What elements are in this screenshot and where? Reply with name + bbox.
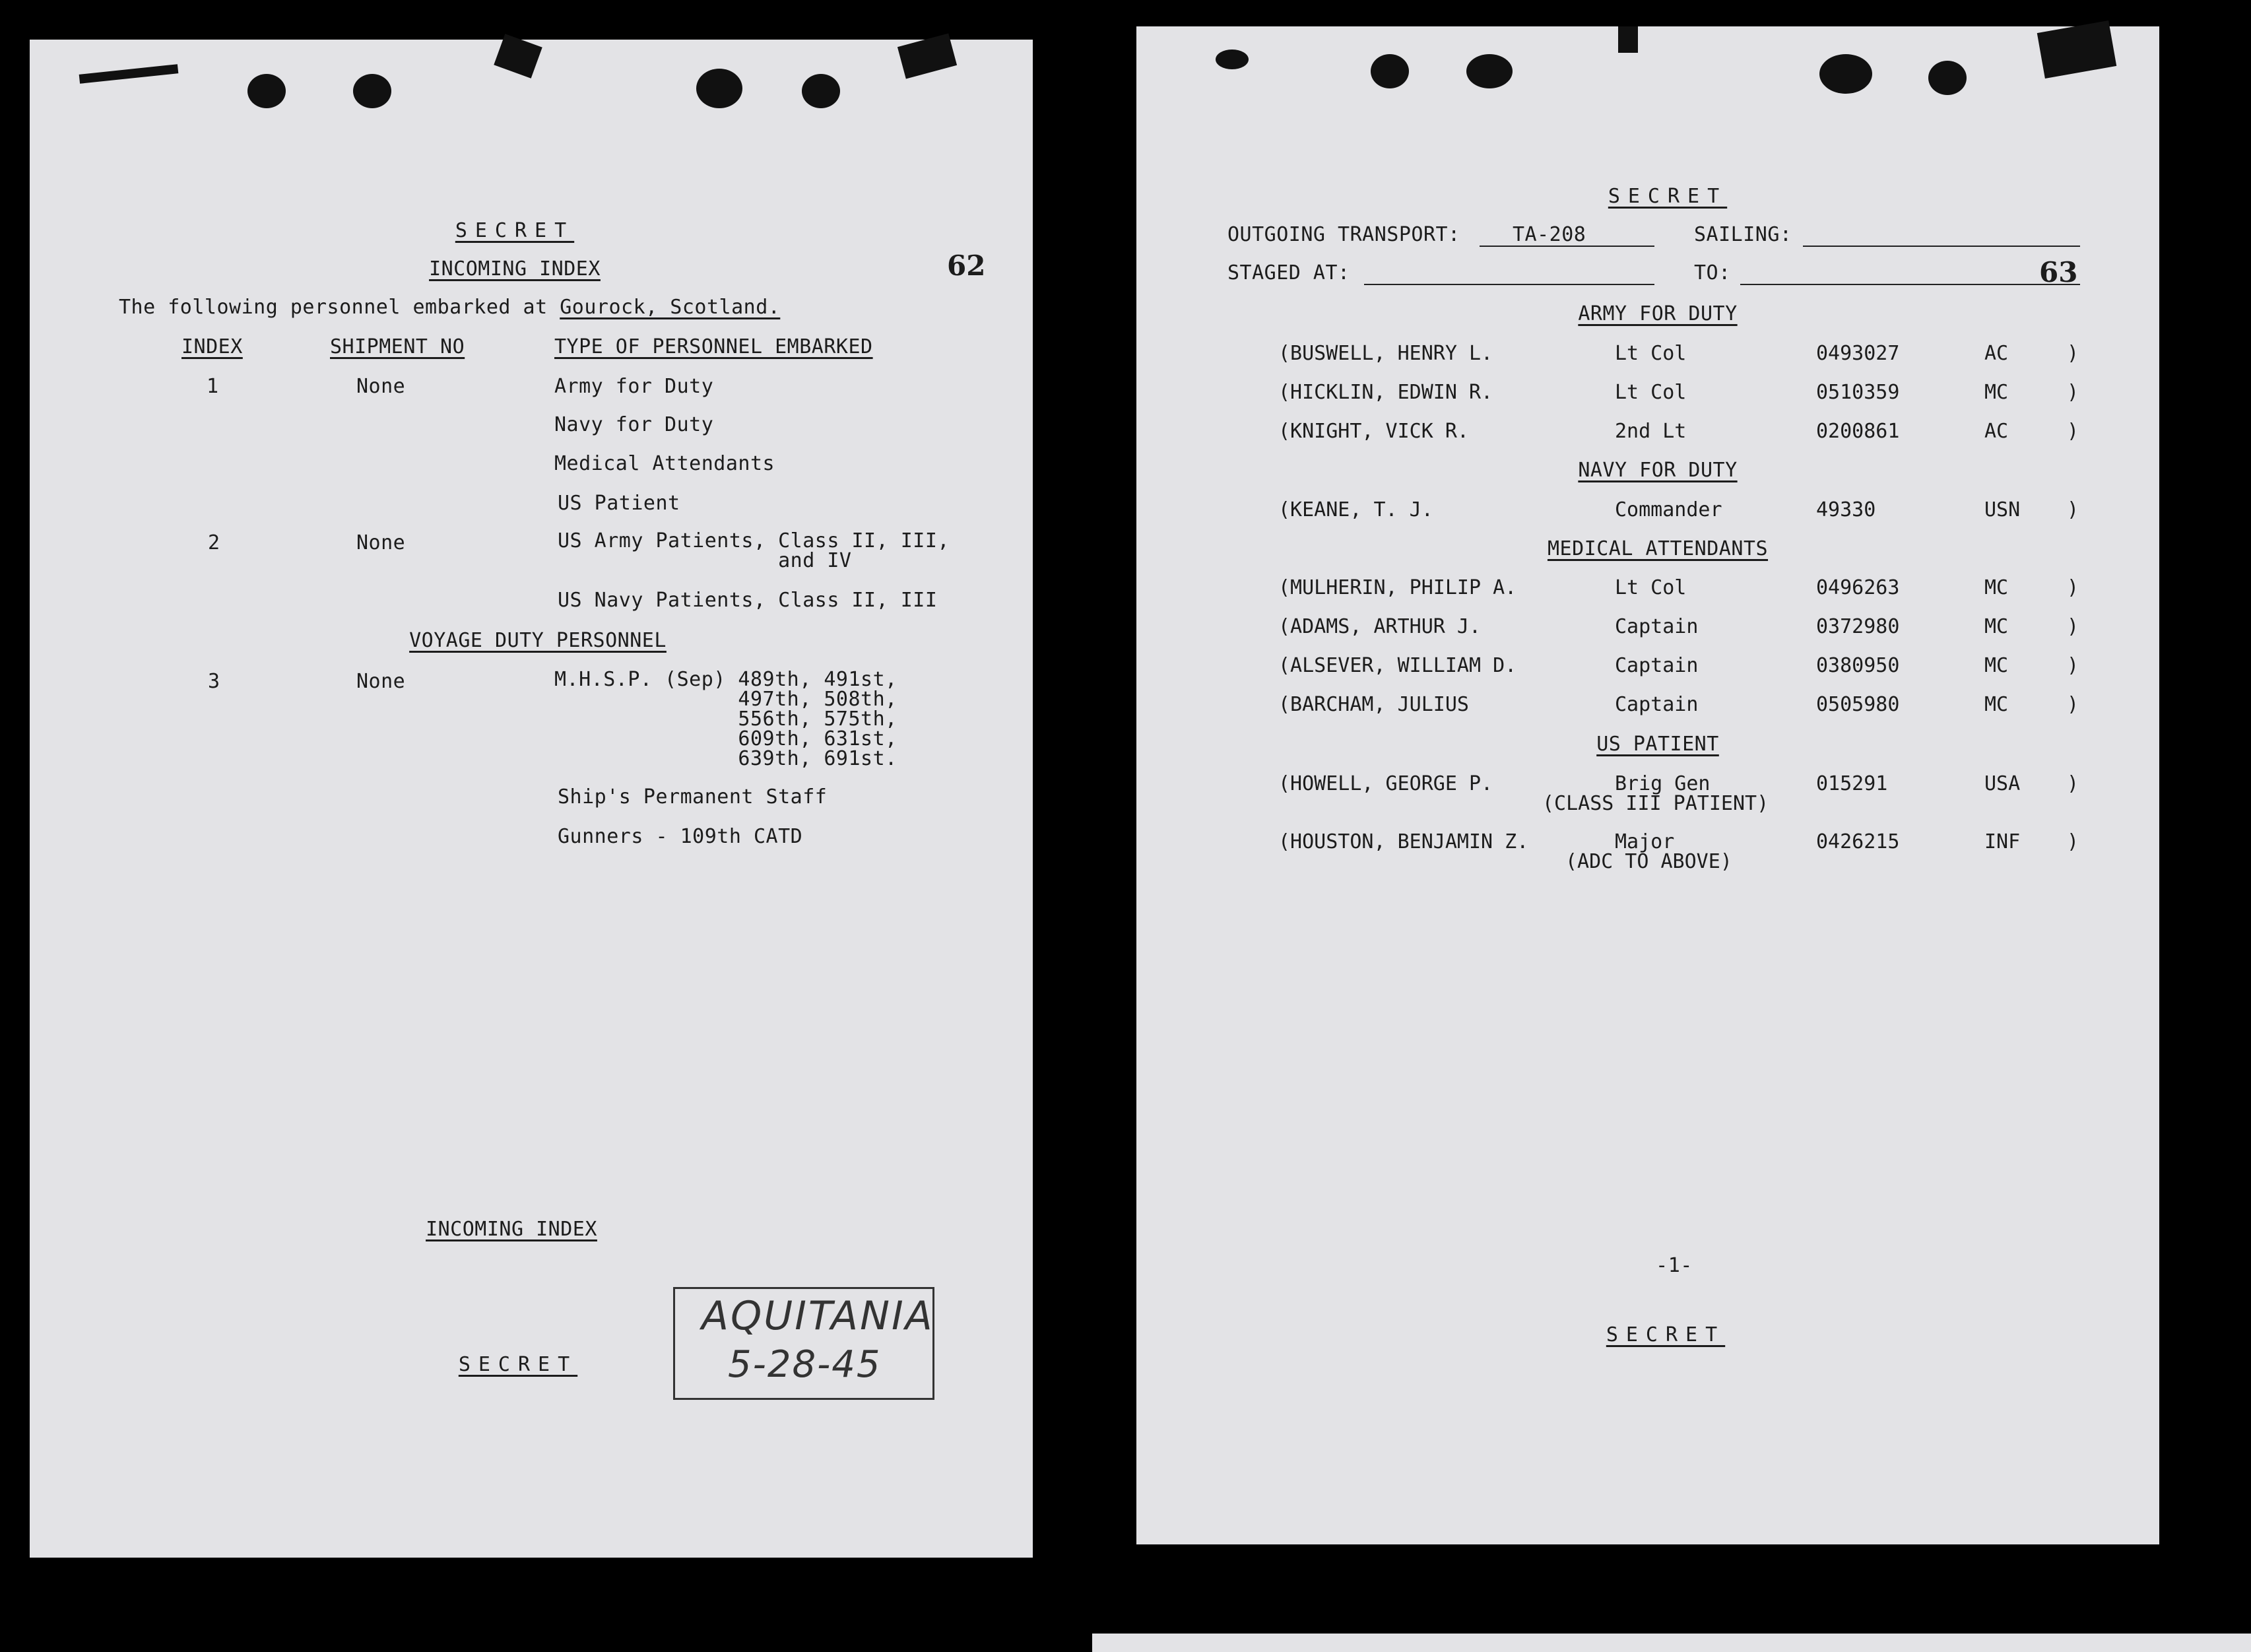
ship-date-stamp bbox=[673, 1287, 934, 1400]
punch-hole bbox=[696, 69, 742, 108]
person-serial: 0505980 bbox=[1816, 693, 1900, 716]
row-close-paren: ) bbox=[2067, 693, 2079, 716]
footer-index: INCOMING INDEX bbox=[426, 1218, 597, 1241]
punch-hole bbox=[1466, 54, 1513, 88]
person-branch: AC bbox=[1984, 342, 2009, 365]
row-type: US Patient bbox=[558, 492, 680, 515]
page-footer-number: -1- bbox=[1656, 1254, 1693, 1277]
person-name: (HOUSTON, BENJAMIN Z. bbox=[1278, 830, 1529, 853]
scan-edge-strip bbox=[1092, 1634, 2251, 1652]
secret-header: SECRET bbox=[455, 219, 575, 242]
punch-hole bbox=[1819, 54, 1872, 94]
torn-edge bbox=[494, 34, 542, 79]
row-close-paren: ) bbox=[2067, 615, 2079, 638]
row-close-paren: ) bbox=[2067, 381, 2079, 404]
row-shipment: None bbox=[356, 531, 406, 554]
mhsp-units: M.H.S.P. (Sep) 489th, 491st, 497th, 508th, 556th, 575th, 609th, 631st, 639th, 691st. bbox=[554, 668, 897, 770]
embark-location: Gourock, Scotland. bbox=[560, 296, 781, 319]
row-close-paren: ) bbox=[2067, 830, 2079, 853]
row-index: 2 bbox=[208, 531, 220, 554]
person-serial: 0496263 bbox=[1816, 576, 1900, 599]
person-rank: Brig Gen bbox=[1615, 772, 1711, 795]
row-type: Medical Attendants bbox=[554, 452, 775, 475]
intro-label: The following personnel embarked at bbox=[119, 296, 560, 319]
person-name: (ALSEVER, WILLIAM D. bbox=[1278, 654, 1517, 677]
person-branch: MC bbox=[1984, 654, 2009, 677]
person-branch: USA bbox=[1984, 772, 2021, 795]
left-document-page bbox=[30, 40, 1033, 1558]
person-rank: Lt Col bbox=[1615, 342, 1687, 365]
person-rank: Lt Col bbox=[1615, 381, 1687, 404]
person-rank: 2nd Lt bbox=[1615, 420, 1687, 443]
section-heading: NAVY FOR DUTY bbox=[1578, 459, 1738, 482]
section-heading: MEDICAL ATTENDANTS bbox=[1547, 537, 1769, 560]
secret-header: SECRET bbox=[1608, 185, 1728, 208]
person-note: (CLASS III PATIENT) bbox=[1542, 792, 1769, 815]
person-rank: Commander bbox=[1615, 498, 1722, 521]
torn-edge bbox=[2037, 20, 2116, 79]
person-serial: 0372980 bbox=[1816, 615, 1900, 638]
row-close-paren: ) bbox=[2067, 342, 2079, 365]
section-heading: US PATIENT bbox=[1596, 733, 1719, 756]
person-name: (MULHERIN, PHILIP A. bbox=[1278, 576, 1517, 599]
col-header-shipment: SHIPMENT NO bbox=[330, 335, 465, 358]
person-serial: 0200861 bbox=[1816, 420, 1900, 443]
row-type: Army for Duty bbox=[554, 375, 714, 398]
row-shipment: None bbox=[356, 670, 406, 693]
col-header-type: TYPE OF PERSONNEL EMBARKED bbox=[554, 335, 873, 358]
row-shipment: None bbox=[356, 375, 406, 398]
footer-secret: SECRET bbox=[1606, 1323, 1726, 1346]
torn-edge bbox=[79, 64, 179, 84]
person-name: (HICKLIN, EDWIN R. bbox=[1278, 381, 1493, 404]
person-rank: Lt Col bbox=[1615, 576, 1687, 599]
punch-hole bbox=[247, 74, 286, 108]
person-rank: Major bbox=[1615, 830, 1675, 853]
row-index: 1 bbox=[207, 375, 219, 398]
row-close-paren: ) bbox=[2067, 772, 2079, 795]
person-branch: INF bbox=[1984, 830, 2021, 853]
sailing-line bbox=[1803, 246, 2080, 247]
punch-hole bbox=[802, 74, 840, 108]
page-number: 62 bbox=[947, 249, 986, 282]
stamp-ship-name: AQUITANIA bbox=[701, 1293, 934, 1339]
person-serial: 0380950 bbox=[1816, 654, 1900, 677]
outgoing-transport-label: OUTGOING TRANSPORT: bbox=[1227, 223, 1460, 246]
person-name: (KEANE, T. J. bbox=[1278, 498, 1433, 521]
person-branch: USN bbox=[1984, 498, 2021, 521]
person-name: (KNIGHT, VICK R. bbox=[1278, 420, 1469, 443]
person-note: (ADC TO ABOVE) bbox=[1565, 850, 1732, 873]
to-label: TO: bbox=[1694, 261, 1731, 284]
page-number: 63 bbox=[2039, 256, 2078, 288]
stamp-date: 5-28-45 bbox=[728, 1343, 882, 1386]
staged-at-line bbox=[1364, 284, 1654, 285]
person-serial: 015291 bbox=[1816, 772, 1888, 795]
person-branch: MC bbox=[1984, 381, 2009, 404]
person-serial: 49330 bbox=[1816, 498, 1876, 521]
ships-staff: Ship's Permanent Staff bbox=[558, 785, 828, 809]
person-serial: 0510359 bbox=[1816, 381, 1900, 404]
torn-edge bbox=[1618, 26, 1638, 53]
sailing-label: SAILING: bbox=[1694, 223, 1792, 246]
person-serial: 0426215 bbox=[1816, 830, 1900, 853]
punch-hole bbox=[1216, 50, 1249, 69]
row-type: US Army Patients, Class II, III, and IV bbox=[558, 529, 950, 572]
row-close-paren: ) bbox=[2067, 420, 2079, 443]
col-header-index: INDEX bbox=[181, 335, 243, 358]
person-name: (HOWELL, GEORGE P. bbox=[1278, 772, 1493, 795]
footer-secret: SECRET bbox=[458, 1353, 578, 1376]
section-heading: ARMY FOR DUTY bbox=[1578, 302, 1738, 325]
row-close-paren: ) bbox=[2067, 654, 2079, 677]
person-name: (BARCHAM, JULIUS bbox=[1278, 693, 1469, 716]
person-branch: AC bbox=[1984, 420, 2009, 443]
person-rank: Captain bbox=[1615, 654, 1699, 677]
intro-text bbox=[119, 296, 780, 319]
person-name: (BUSWELL, HENRY L. bbox=[1278, 342, 1493, 365]
person-serial: 0493027 bbox=[1816, 342, 1900, 365]
punch-hole bbox=[1928, 61, 1967, 95]
torn-edge bbox=[897, 33, 957, 79]
voyage-duty-heading: VOYAGE DUTY PERSONNEL bbox=[409, 629, 667, 652]
staged-at-label: STAGED AT: bbox=[1227, 261, 1350, 284]
person-rank: Captain bbox=[1615, 615, 1699, 638]
punch-hole bbox=[353, 74, 391, 108]
person-name: (ADAMS, ARTHUR J. bbox=[1278, 615, 1482, 638]
outgoing-transport-value: TA-208 bbox=[1513, 223, 1586, 246]
person-branch: MC bbox=[1984, 615, 2009, 638]
row-type: US Navy Patients, Class II, III bbox=[558, 589, 938, 612]
row-close-paren: ) bbox=[2067, 498, 2079, 521]
incoming-index-title: INCOMING INDEX bbox=[429, 257, 601, 281]
person-branch: MC bbox=[1984, 693, 2009, 716]
gunners: Gunners - 109th CATD bbox=[558, 825, 803, 848]
row-index: 3 bbox=[208, 670, 220, 693]
person-rank: Captain bbox=[1615, 693, 1699, 716]
row-type: Navy for Duty bbox=[554, 413, 714, 436]
punch-hole bbox=[1371, 54, 1409, 88]
right-document-page bbox=[1136, 26, 2159, 1544]
to-line bbox=[1740, 284, 2080, 285]
person-branch: MC bbox=[1984, 576, 2009, 599]
row-close-paren: ) bbox=[2067, 576, 2079, 599]
